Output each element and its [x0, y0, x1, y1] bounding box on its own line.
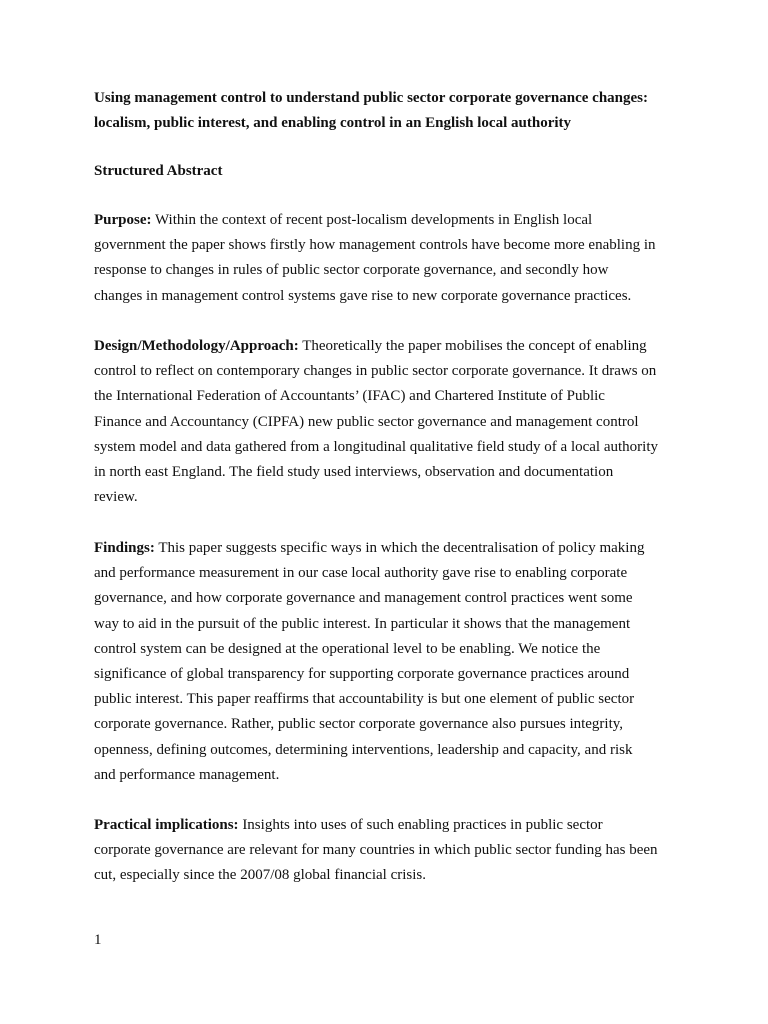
paper-title-line: Using management control to understand public sector corporate governance changes: — [94, 90, 648, 106]
purpose-line — [94, 208, 694, 233]
design-text: Theoretically the paper mobilises the concept of enabling — [298, 338, 647, 354]
paper-title-line: localism, public interest, and enabling control in an English local authority — [94, 115, 572, 131]
findings-text: This paper suggests specific ways in which the decentralisation of policy making — [154, 540, 645, 556]
design-line: review. — [94, 489, 138, 506]
page-number: 1 — [94, 932, 102, 948]
findings-line: way to aid in the pursuit of the public interest. In particular it shows that the management — [94, 615, 631, 632]
purpose-line: changes in management control systems gave rise to new corporate governance practices. — [94, 287, 632, 304]
paper-title — [94, 86, 694, 136]
findings-line: corporate governance. Rather, public sector corporate governance also pursues integrity, — [94, 716, 624, 733]
abstract-heading: Structured Abstract — [94, 163, 223, 179]
design-line — [94, 334, 694, 359]
findings-line: public interest. This paper reaffirms that accountability is but one element of public sector — [94, 691, 635, 708]
design-line: Finance and Accountancy (CIPFA) new public sector governance and management control — [94, 413, 639, 430]
practical-implications-section — [94, 813, 694, 889]
practical-line: corporate governance are relevant for many countries in which public sector funding has been — [94, 842, 658, 859]
design-label: Design/Methodology/Approach: — [94, 338, 299, 354]
design-line: system model and data gathered from a longitudinal qualitative field study of a local authority — [94, 438, 659, 455]
practical-line: cut, especially since the 2007/08 global financial crisis. — [94, 867, 426, 884]
findings-line: and performance measurement in our case local authority gave rise to enabling corporate — [94, 565, 628, 582]
purpose-label: Purpose: — [94, 212, 152, 228]
purpose-text: Within the context of recent post-localism developments in English local — [151, 212, 593, 228]
findings-line: control system can be designed at the operational level to be enabling. We notice the — [94, 640, 601, 657]
findings-line: and performance management. — [94, 766, 280, 783]
purpose-section — [94, 208, 694, 309]
purpose-line: response to changes in rules of public sector corporate governance, and secondly how — [94, 262, 609, 279]
purpose-line: government the paper shows firstly how management controls have become more enabling in — [94, 237, 656, 254]
design-line: the International Federation of Accountants’ (IFAC) and Chartered Institute of Public — [94, 388, 605, 405]
practical-line — [94, 813, 694, 838]
design-line: in north east England. The field study used interviews, observation and documentation — [94, 464, 614, 481]
findings-line — [94, 536, 694, 561]
findings-section — [94, 536, 694, 788]
findings-line: significance of global transparency for supporting corporate governance practices around — [94, 666, 630, 683]
findings-line: openness, defining outcomes, determining interventions, leadership and capacity, and risk — [94, 741, 633, 758]
practical-label: Practical implications: — [94, 817, 239, 833]
practical-text: Insights into uses of such enabling practices in public sector — [238, 817, 603, 833]
findings-label: Findings: — [94, 540, 155, 556]
design-line: control to reflect on contemporary changes in public sector corporate governance. It draws on — [94, 363, 657, 380]
findings-line: governance, and how corporate governance and management control practices went some — [94, 590, 633, 607]
design-section — [94, 334, 694, 510]
